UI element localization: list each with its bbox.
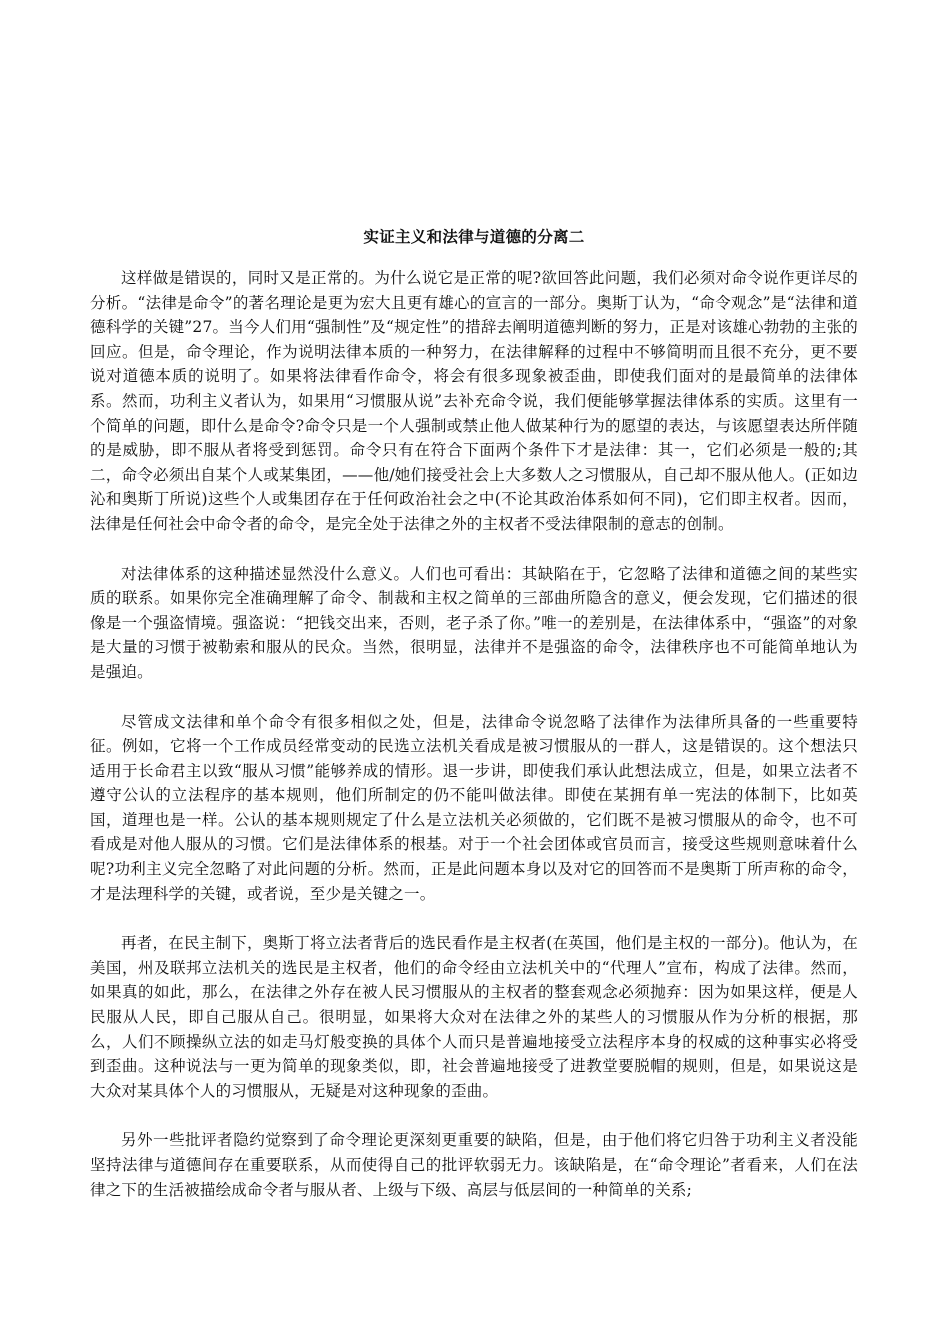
document-page [90, 0, 858, 1344]
paragraph-3: 尽管成文法律和单个命令有很多相似之处，但是，法律命令说忽略了法律作为法律所具备的一些重要特征。例如，它将一个工作成员经常变动的民选立法机关看成是被习惯服从的一群人，这是错误的。这个想法只适用于长命君主以致“服从习惯”能够养成的情形。退一步讲，即使我们承认此想法成立，但是，如果立法者不遵守公认的立法程序的基本规则，他们所制定的仍不能叫做法律。即使在某拥有单一宪法的体制下，比如英国，道理也是一样。公认的基本规则规定了什么是立法机关必须做的，它们既不是被习惯服从的命令，也不可看成是对他人服从的习惯。它们是法律体系的根基。对于一个社会团体或官员而言，接受这些规则意味着什么呢?功利主义完全忽略了对此问题的分析。然而，正是此问题本身以及对它的回答而不是奥斯丁所声称的命令，才是法理科学的关键，或者说，至少是关键之一。 [90, 712, 858, 903]
paragraph-4: 再者，在民主制下，奥斯丁将立法者背后的选民看作是主权者(在英国，他们是主权的一部分)。他认为，在美国，州及联邦立法机关的选民是主权者，他们的命令经由立法机关中的“代理人”宣布，构成了法律。然而，如果真的如此，那么，在法律之外存在被人民习惯服从的主权者的整套观念必须抛弃：因为如果这样，便是人民服从人民，即自己服从自己。很明显，如果将大众对在法律之外的某些人的习惯服从作为分析的根据，那么，人们不顾操纵立法的如走马灯般变换的具体个人而只是普遍地接受立法程序本身的权威的这种事实必将受到歪曲。这种说法与一更为简单的现象类似，即，社会普遍地接受了进教堂要脱帽的规则，但是，如果说这是大众对某具体个人的习惯服从，无疑是对这种现象的歪曲。 [90, 934, 858, 1100]
paragraph-5: 另外一些批评者隐约觉察到了命令理论更深刻更重要的缺陷，但是，由于他们将它归咎于功利主义者没能坚持法律与道德间存在重要联系，从而使得自己的批评软弱无力。该缺陷是，在“命令理论”者看来，人们在法律之下的生活被描绘成命令者与服从者、上级与下级、高层与低层间的一种简单的关系; [90, 1131, 858, 1199]
paragraph-1: 这样做是错误的，同时又是正常的。为什么说它是正常的呢?欲回答此问题，我们必须对命令说作更详尽的分析。“法律是命令”的著名理论是更为宏大且更有雄心的宣言的一部分。奥斯丁认为，“命令观念”是“法律和道德科学的关键”27。当今人们用“强制性”及“规定性”的措辞去阐明道德判断的努力，正是对该雄心勃勃的主张的回应。但是，命令理论，作为说明法律本质的一种努力，在法律解释的过程中不够简明而且很不充分，更不要说对道德本质的说明了。如果将法律看作命令，将会有很多现象被歪曲，即使我们面对的是最简单的法律体系。然而，功利主义者认为，如果用“习惯服从说”去补充命令说，我们便能够掌握法律体系的实质。这里有一个简单的问题，即什么是命令?命令只是一个人强制或禁止他人做某种行为的愿望的表达，与该愿望表达所伴随的是威胁，即不服从者将受到惩罚。命令只有在符合下面两个条件下才是法律：其一，它们必须是一般的;其二，命令必须出自某个人或某集团，——他/她们接受社会上大多数人之习惯服从，自己却不服从他人。(正如边沁和奥斯丁所说)这些个人或集团存在于任何政治社会之中(不论其政治体系如何不同)，它们即主权者。因而，法律是任何社会中命令者的命令，是完全处于法律之外的主权者不受法律限制的意志的创制。 [90, 269, 858, 533]
document-body [90, 266, 858, 1227]
paragraph-2: 对法律体系的这种描述显然没什么意义。人们也可看出：其缺陷在于，它忽略了法律和道德之间的某些实质的联系。如果你完全准确理解了命令、制裁和主权之简单的三部曲所隐含的意义，便会发现，它们描述的很像是一个强盗情境。强盗说：“把钱交出来，否则，老子杀了你。”唯一的差别是，在法律体系中，“强盗”的对象是大量的习惯于被勒索和服从的民众。当然，很明显，法律并不是强盗的命令，法律秩序也不可能简单地认为是强迫。 [90, 564, 858, 681]
document-title: 实证主义和法律与道德的分离二 [363, 228, 585, 246]
